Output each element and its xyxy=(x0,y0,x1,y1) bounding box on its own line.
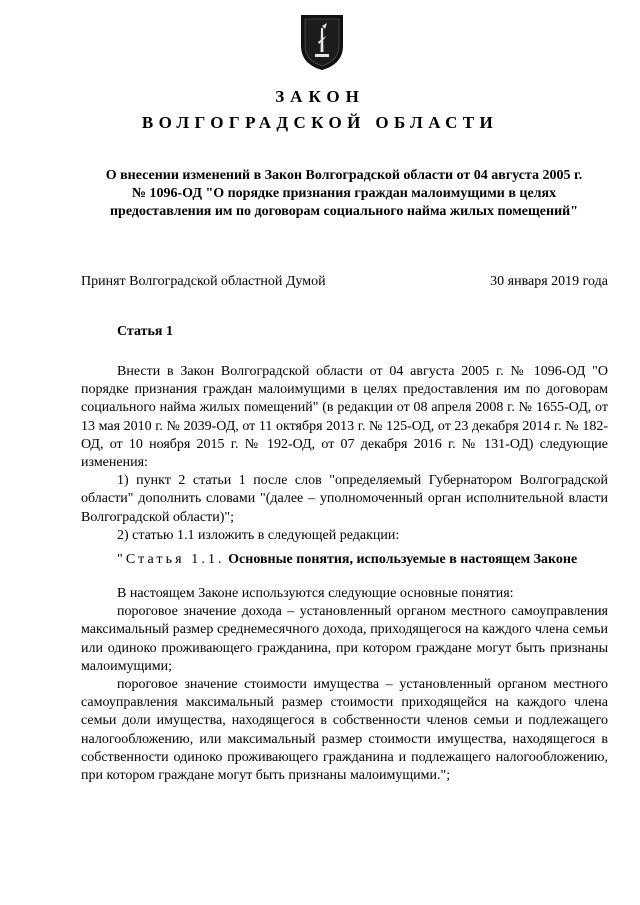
adopted-by: Принят Волгоградской областной Думой xyxy=(81,274,326,289)
adoption-row xyxy=(81,273,608,291)
article-paragraph: Внести в Закон Волгоградской области от 04 августа 2005 г. № 1096-ОД "О порядке признания граждан малоимущими в целях предоставления им по договорам социального найма жилых помещений" (в редакции от 08 апреля 2008 г. № 1655-ОД, от 13 мая 2010 г. № 2039-ОД, от 11 октября 2013 г. № 125-ОД, от 23 декабря 2014 г. № 182-ОД, от 10 ноября 2015 г. № 192-ОД, от 07 декабря 2016 г. № 131-ОД) следующие изменения: xyxy=(81,364,608,471)
coat-of-arms-icon xyxy=(298,12,346,72)
article-heading: Статья 1 xyxy=(117,324,173,339)
subject-line: № 1096-ОД "О порядке признания граждан малоимущими в целях xyxy=(131,186,557,201)
article-paragraph: 1) пункт 2 статьи 1 после слов "определяемый Губернатором Волгоградской области" дополнить словами "(далее – уполномоченный орган исполнительной власти Волгоградской области)"; xyxy=(81,473,608,525)
quoted-article-body xyxy=(81,585,608,785)
quoted-article-title: Основные понятия, используемые в настоящем Законе xyxy=(228,552,578,567)
subject-line: О внесении изменений в Закон Волгоградской области от 04 августа 2005 г. xyxy=(105,168,583,183)
quoted-paragraph: пороговое значение стоимости имущества – установленный органом местного самоуправления максимальный размер стоимости приходящейся на каждого члена семьи доли имущества, находящегося в собственности членов семьи и подлежащего налогообложению, или максимальный размер стоимости имущества, находящегося в собственности одиноко проживающего гражданина и подлежащего налогообложению, при котором граждане могут быть признаны малоимущими."; xyxy=(81,677,608,784)
adoption-date: 30 января 2019 года xyxy=(490,274,608,289)
quoted-article-heading xyxy=(117,552,577,568)
article-paragraph: 2) статью 1.1 изложить в следующей редакции: xyxy=(117,527,400,543)
subject-line: предоставления им по договорам социального найма жилых помещений" xyxy=(109,204,578,219)
quoted-paragraph: пороговое значение дохода – установленный органом местного самоуправления максимальный размер среднемесячного дохода, приходящегося на каждого члена семьи или одиноко проживающего гражданина, при котором граждане могут быть признаны малоимущими; xyxy=(81,604,608,674)
law-subject xyxy=(80,167,608,221)
region-title: ВОЛГОГРАДСКОЙ ОБЛАСТИ xyxy=(141,113,499,132)
article-body xyxy=(81,363,608,545)
quoted-article-number: "Статья 1.1. xyxy=(117,552,225,567)
law-title: ЗАКОН xyxy=(275,87,365,106)
quoted-paragraph: В настоящем Законе используются следующие основные понятия: xyxy=(117,586,514,601)
